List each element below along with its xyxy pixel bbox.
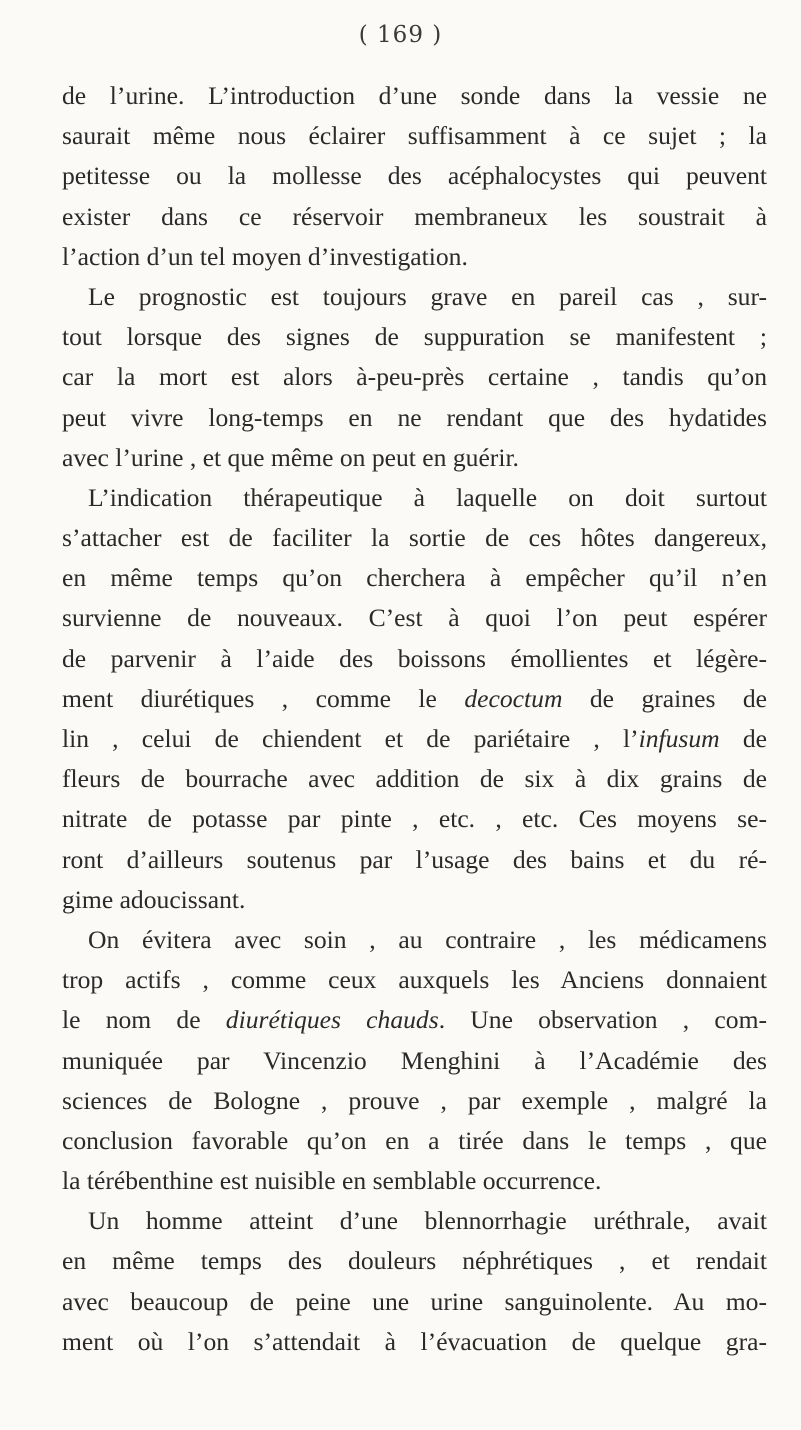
text-run: avec beaucoup de peine une urine sanguinolente. Au mo- <box>62 1286 767 1316</box>
text-line <box>62 719 767 759</box>
text-run: tout lorsque des signes de suppuration se manifestent ; <box>62 322 767 352</box>
text-run: saurait même nous éclairer suffisamment à ce sujet ; la <box>62 121 767 151</box>
text-run: ront d’ailleurs soutenus par l’usage des bains et du ré- <box>62 844 767 874</box>
text-line <box>62 116 767 156</box>
text-line <box>62 1201 767 1241</box>
text-line <box>62 558 767 598</box>
text-line <box>62 1241 767 1281</box>
page-number: ( 169 ) <box>358 22 443 48</box>
text-run: . Une observation , com- <box>438 1005 767 1035</box>
text-line <box>62 197 767 237</box>
text-line <box>62 920 767 960</box>
italic-term: infusum <box>638 724 720 753</box>
text-run: sciences de Bologne , prouve , par exemple , malgré la <box>62 1085 767 1115</box>
text-line <box>62 1121 767 1161</box>
text-run: trop actifs , comme ceux auxquels les Anciens donnaient <box>62 965 767 995</box>
text-line <box>62 639 767 679</box>
italic-term: diurétiques chauds <box>225 1005 439 1035</box>
text-run: muniquée par Vincenzio Menghini à l’Académie des <box>62 1045 767 1075</box>
text-line <box>62 840 767 880</box>
body-text <box>62 76 767 1362</box>
text-line <box>62 317 767 357</box>
text-run: gime adoucissant. <box>62 884 246 914</box>
text-line <box>62 799 767 839</box>
text-line <box>62 518 767 558</box>
text-line <box>62 1041 767 1081</box>
text-run: petitesse ou la mollesse des acéphalocystes qui peuvent <box>62 161 767 191</box>
text-run: conclusion favorable qu’on en a tirée dans le temps , que <box>62 1125 767 1155</box>
text-run: de l’urine. L’introduction d’une sonde dans la vessie ne <box>62 81 767 110</box>
text-run: de parvenir à l’aide des boissons émollientes et légère- <box>62 643 767 673</box>
text-line <box>62 277 767 317</box>
text-line <box>62 1081 767 1121</box>
italic-term: decoctum <box>464 683 563 713</box>
text-line <box>62 1282 767 1322</box>
text-line <box>62 960 767 1000</box>
text-run: car la mort est alors à-peu-près certaine , tandis qu’on <box>62 362 767 392</box>
text-line <box>62 357 767 397</box>
text-run: de <box>719 724 767 753</box>
text-line <box>62 438 767 478</box>
text-run: de graines de <box>562 683 767 713</box>
text-line <box>62 237 767 277</box>
text-run: nitrate de potasse par pinte , etc. , etc. Ces moyens se- <box>62 804 767 834</box>
text-run: survienne de nouveaux. C’est à quoi l’on peut espérer <box>62 603 767 633</box>
text-run: L’indication thérapeutique à laquelle on doit surtout <box>88 482 767 512</box>
text-line <box>62 759 767 799</box>
text-run: lin , celui de chiendent et de pariétaire , l’ <box>62 724 639 753</box>
text-line <box>62 478 767 518</box>
text-run: la térébenthine est nuisible en semblable occurrence. <box>62 1166 602 1196</box>
text-line <box>62 598 767 638</box>
text-run: On évitera avec soin , au contraire , les médicamens <box>88 924 767 954</box>
text-line <box>62 1000 767 1040</box>
text-run: s’attacher est de faciliter la sortie de ces hôtes dangereux, <box>62 523 767 553</box>
text-line <box>62 1161 767 1201</box>
text-line <box>62 398 767 438</box>
text-run: le nom de <box>62 1005 226 1035</box>
text-line <box>62 156 767 196</box>
text-run: Un homme atteint d’une blennorrhagie uréthrale, avait <box>88 1206 767 1236</box>
text-line <box>62 679 767 719</box>
text-run: avec l’urine , et que même on peut en guérir. <box>62 442 519 472</box>
text-run: ment diurétiques , comme le <box>62 683 465 713</box>
text-run: en même temps qu’on cherchera à empêcher qu’il n’en <box>62 563 767 593</box>
text-line <box>62 76 767 116</box>
text-run: Le prognostic est toujours grave en pareil cas , sur- <box>88 281 767 311</box>
text-run: fleurs de bourrache avec addition de six à dix grains de <box>62 764 767 794</box>
text-run: exister dans ce réservoir membraneux les soustrait à <box>62 201 767 231</box>
text-run: en même temps des douleurs néphrétiques , et rendait <box>62 1246 767 1276</box>
text-run: peut vivre long-temps en ne rendant que des hydatides <box>62 402 767 432</box>
text-line <box>62 880 767 920</box>
text-line <box>62 1322 767 1362</box>
text-run: ment où l’on s’attendait à l’évacuation de quelque gra- <box>62 1326 767 1356</box>
text-run: l’action d’un tel moyen d’investigation. <box>62 241 468 271</box>
